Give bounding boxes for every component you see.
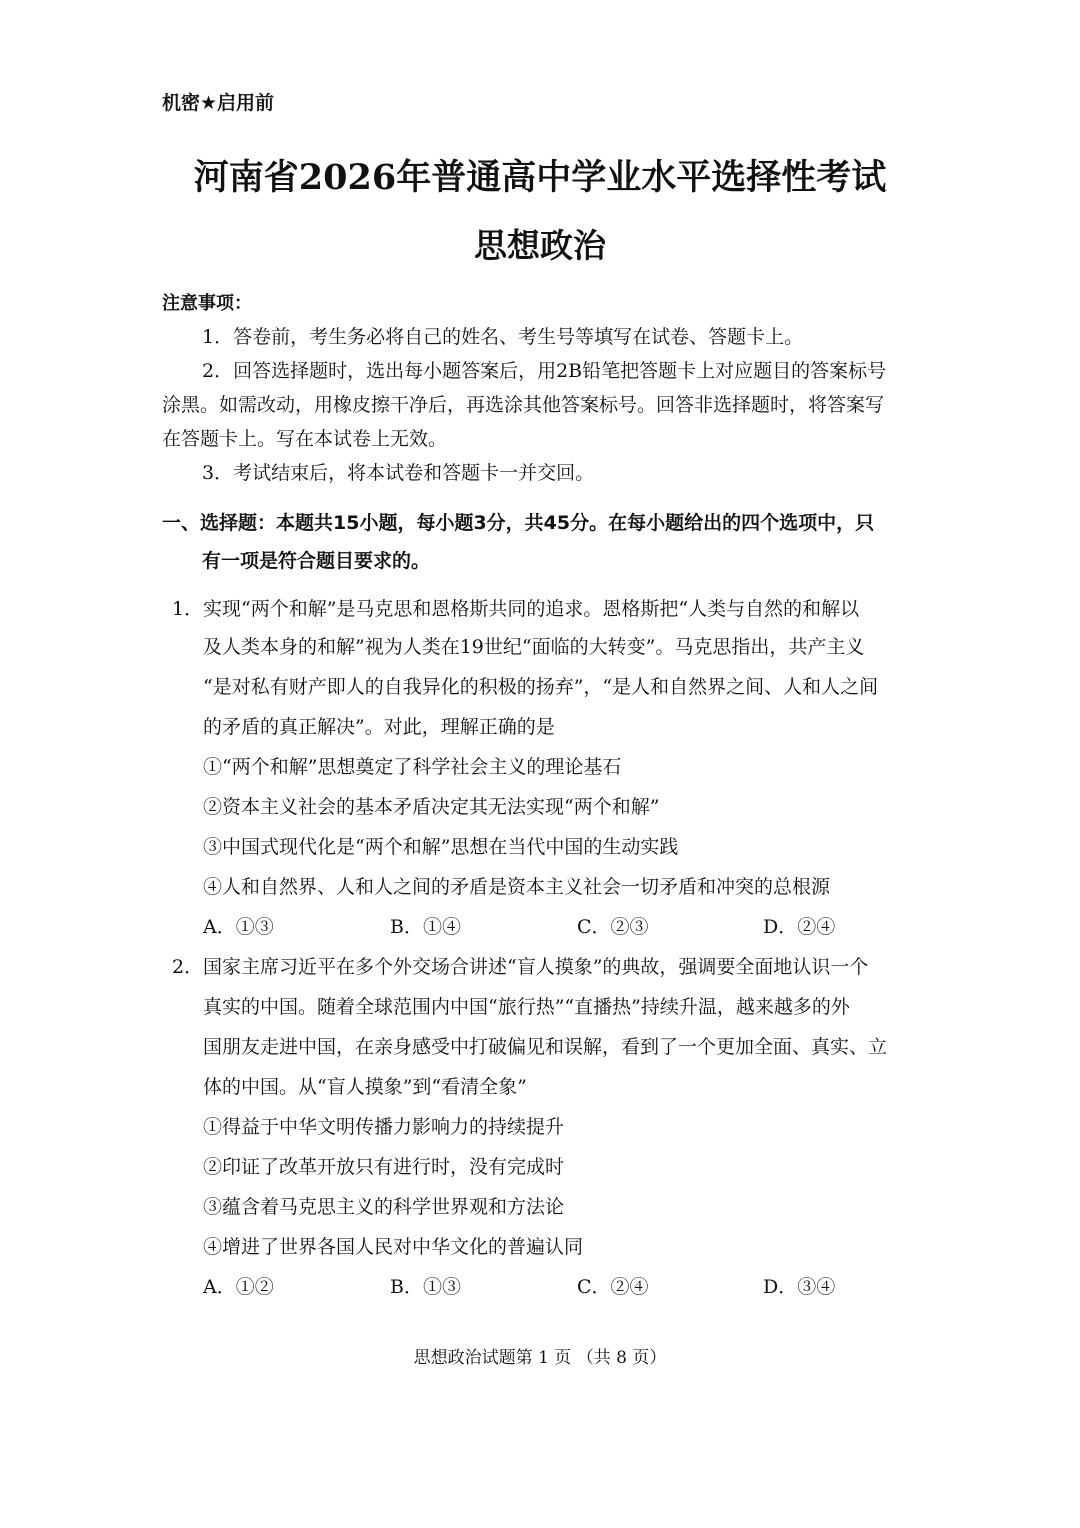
notice-line: 3．考试结束后，将本试卷和答题卡一并交回。 bbox=[202, 462, 595, 484]
statement: ②资本主义社会的基本矛盾决定其无法实现“两个和解” bbox=[203, 796, 660, 818]
section-heading-cont: 有一项是符合题目要求的。 bbox=[202, 550, 431, 572]
notice-line: 涂黑。如需改动，用橡皮擦干净后，再选涂其他答案标号。回答非选择题时，将答案写 bbox=[162, 394, 885, 416]
option-b: B．①③ bbox=[390, 1276, 461, 1298]
statement: ①得益于中华文明传播力影响力的持续提升 bbox=[203, 1116, 565, 1138]
option-c: C．②④ bbox=[577, 1276, 649, 1298]
statement: ④人和自然界、人和人之间的矛盾是资本主义社会一切矛盾和冲突的总根源 bbox=[203, 876, 831, 898]
question-stem-line: 实现“两个和解”是马克思和恩格斯共同的追求。恩格斯把“人类与自然的和解以 bbox=[203, 598, 860, 620]
option-c: C．②③ bbox=[577, 916, 649, 938]
notice-line: 在答题卡上。写在本试卷上无效。 bbox=[162, 428, 448, 450]
subject-title: 思想政治 bbox=[474, 226, 606, 265]
option-d: D．②④ bbox=[763, 916, 836, 938]
question-stem-line: 国家主席习近平在多个外交场合讲述“盲人摸象”的典故，强调要全面地认识一个 bbox=[203, 956, 869, 978]
question-stem-line: “是对私有财产即人的自我异化的积极的扬弃”，“是人和自然界之间、人和人之间 bbox=[203, 676, 879, 698]
section-heading: 一、选择题：本题共15小题，每小题3分，共45分。在每小题给出的四个选项中，只 bbox=[162, 512, 875, 534]
option-a: A．①② bbox=[203, 1276, 274, 1298]
statement: ④增进了世界各国人民对中华文化的普遍认同 bbox=[203, 1236, 584, 1258]
exam-title: 河南省2026年普通高中学业水平选择性考试 bbox=[193, 157, 887, 198]
notice-heading: 注意事项： bbox=[162, 293, 252, 314]
notice-line: 2．回答选择题时，选出每小题答案后，用2B铅笔把答题卡上对应题目的答案标号 bbox=[202, 360, 887, 382]
option-d: D．③④ bbox=[763, 1276, 836, 1298]
question-stem-line: 国朋友走进中国，在亲身感受中打破偏见和误解，看到了一个更加全面、真实、立 bbox=[203, 1036, 888, 1058]
question-stem-line: 的矛盾的真正解决”。对此，理解正确的是 bbox=[203, 716, 555, 738]
question-number: 1． bbox=[172, 598, 204, 620]
page-footer: 思想政治试题第 1 页 （共 8 页） bbox=[413, 1348, 667, 1368]
notice-line: 1．答卷前，考生务必将自己的姓名、考生号等填写在试卷、答题卡上。 bbox=[202, 326, 804, 348]
confidential-label: 机密★启用前 bbox=[162, 92, 275, 114]
option-a: A．①③ bbox=[203, 916, 274, 938]
statement: ①“两个和解”思想奠定了科学社会主义的理论基石 bbox=[203, 756, 622, 778]
statement: ②印证了改革开放只有进行时，没有完成时 bbox=[203, 1156, 565, 1178]
question-stem-line: 体的中国。从“盲人摸象”到“看清全象” bbox=[203, 1076, 527, 1098]
question-stem-line: 真实的中国。随着全球范围内中国“旅行热”“直播热”持续升温，越来越多的外 bbox=[203, 996, 850, 1018]
statement: ③蕴含着马克思主义的科学世界观和方法论 bbox=[203, 1196, 565, 1218]
question-number: 2． bbox=[172, 956, 204, 978]
option-b: B．①④ bbox=[390, 916, 461, 938]
question-stem-line: 及人类本身的和解”视为人类在19世纪“面临的大转变”。马克思指出，共产主义 bbox=[203, 636, 865, 658]
statement: ③中国式现代化是“两个和解”思想在当代中国的生动实践 bbox=[203, 836, 679, 858]
